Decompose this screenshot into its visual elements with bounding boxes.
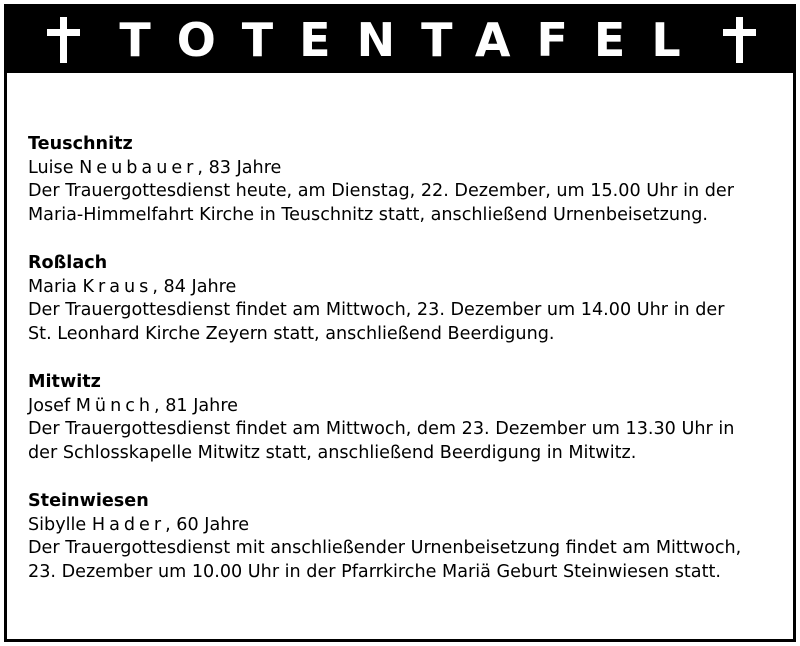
header-bar xyxy=(7,7,793,73)
entry-first-name: Josef xyxy=(28,395,71,416)
entry-text-line-1: Der Trauergottesdienst mit anschließender Urnenbeisetzung findet am Mittwoch, xyxy=(28,538,742,558)
entry-text-line-2: der Schlosskapelle Mitwitz statt, anschließend Beerdigung in Mitwitz. xyxy=(28,442,637,463)
obituary-entry xyxy=(28,371,783,465)
entry-person xyxy=(28,395,783,419)
entry-text-line-1: Der Trauergottesdienst findet am Mittwoch, dem 23. Dezember um 13.30 Uhr in xyxy=(28,419,735,439)
obituary-entry xyxy=(28,490,783,584)
entry-age: , 60 Jahre xyxy=(165,514,250,535)
entry-last-name: Kraus xyxy=(82,276,153,297)
entry-place: Steinwiesen xyxy=(28,491,149,511)
entry-first-name: Maria xyxy=(28,276,77,297)
entry-first-name: Luise xyxy=(28,157,74,178)
entry-place: Roßlach xyxy=(28,253,108,273)
entry-person xyxy=(28,276,783,300)
obituary-board xyxy=(4,4,796,642)
entry-text-line-2: St. Leonhard Kirche Zeyern statt, anschließend Beerdigung. xyxy=(28,323,555,344)
entry-age: , 84 Jahre xyxy=(152,276,237,297)
entry-text-line-1: Der Trauergottesdienst heute, am Dienstag, 22. Dezember, um 15.00 Uhr in der xyxy=(28,181,734,201)
page-title: TOTENTAFEL xyxy=(119,13,707,67)
obituary-entry xyxy=(28,133,783,227)
obituary-list xyxy=(28,133,783,609)
entry-place: Mitwitz xyxy=(28,372,101,392)
entry-age: , 81 Jahre xyxy=(154,395,239,416)
entry-last-name: Neubauer xyxy=(79,157,198,178)
entry-text-line-1: Der Trauergottesdienst findet am Mittwoch, 23. Dezember um 14.00 Uhr in der xyxy=(28,300,725,320)
entry-first-name: Sibylle xyxy=(28,514,87,535)
entry-person xyxy=(28,157,783,181)
entry-text-line-2: Maria-Himmelfahrt Kirche in Teuschnitz statt, anschließend Urnenbeisetzung. xyxy=(28,204,708,225)
entry-text-line-2: 23. Dezember um 10.00 Uhr in der Pfarrkirche Mariä Geburt Steinwiesen statt. xyxy=(28,561,721,582)
entry-last-name: Münch xyxy=(75,395,155,416)
obituary-entry xyxy=(28,252,783,346)
entry-last-name: Hader xyxy=(91,514,166,535)
cross-icon-right xyxy=(717,17,761,63)
entry-place: Teuschnitz xyxy=(28,134,133,154)
entry-person xyxy=(28,514,783,538)
entry-age: , 83 Jahre xyxy=(197,157,282,178)
